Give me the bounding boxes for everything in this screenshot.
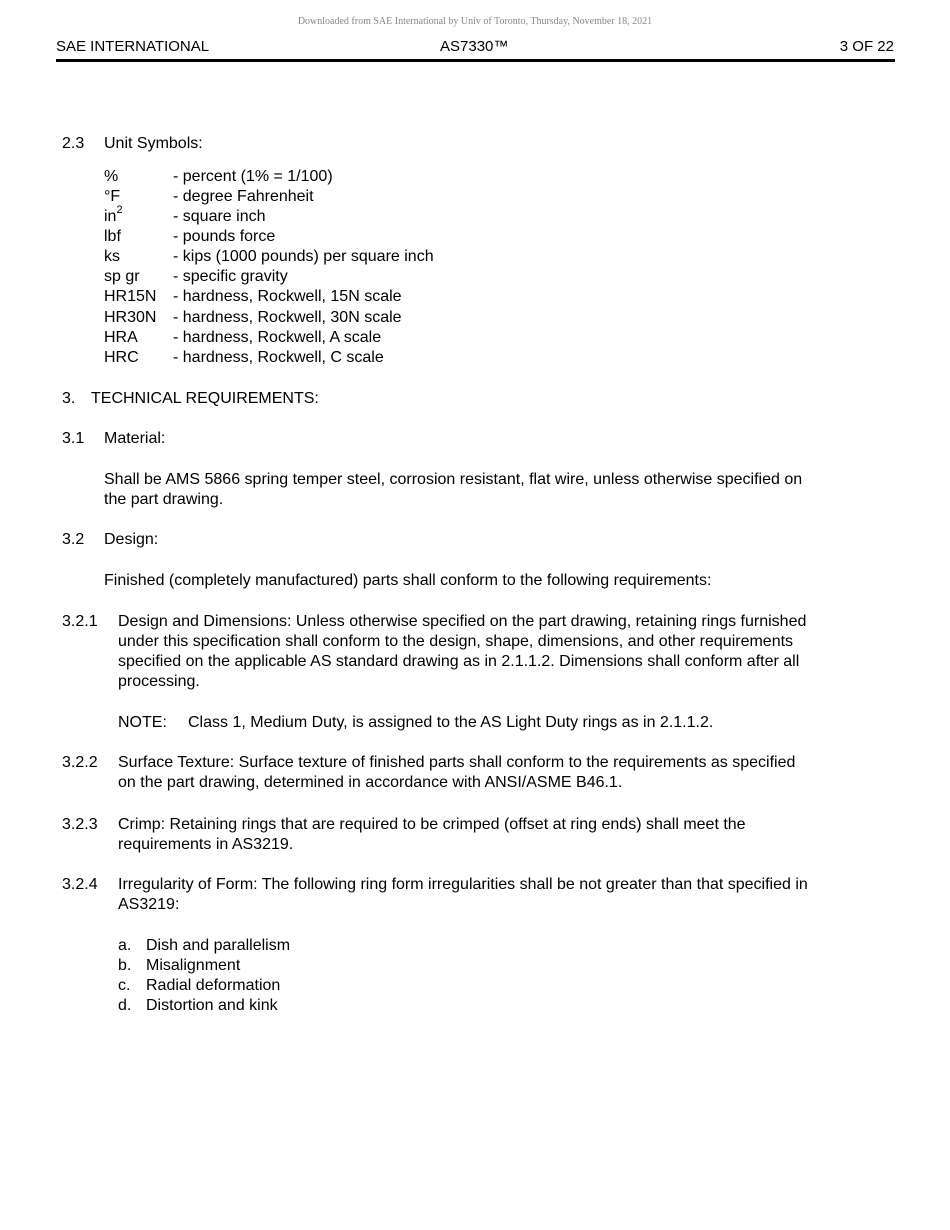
unit-definition: - pounds force <box>173 228 276 245</box>
unit-definition: - hardness, Rockwell, 15N scale <box>173 288 402 305</box>
unit-definition: - hardness, Rockwell, A scale <box>173 329 382 346</box>
list-item-letter: c. <box>118 977 131 994</box>
section-3-2-3-text-line: Crimp: Retaining rings that are required to be crimped (offset at ring ends) shall meet the <box>118 816 746 833</box>
unit-definition: - hardness, Rockwell, C scale <box>173 349 384 366</box>
unit-definition: - degree Fahrenheit <box>173 188 314 205</box>
list-item-letter: b. <box>118 957 132 974</box>
list-item: Distortion and kink <box>146 997 278 1014</box>
section-3-2-number: 3.2 <box>62 531 85 548</box>
note-text: Class 1, Medium Duty, is assigned to the AS Light Duty rings as in 2.1.1.2. <box>188 714 714 731</box>
list-item: Dish and parallelism <box>146 937 291 954</box>
list-item-letter: a. <box>118 937 132 954</box>
section-3-2-1-text-line: Design and Dimensions: Unless otherwise specified on the part drawing, retaining rings furnished <box>118 613 807 630</box>
section-2-3-title: Unit Symbols: <box>104 135 203 152</box>
unit-symbol: HR30N <box>104 309 157 326</box>
unit-symbol: sp gr <box>104 268 140 285</box>
unit-definition: - hardness, Rockwell, 30N scale <box>173 309 402 326</box>
section-3-2-4-text-line: Irregularity of Form: The following ring form irregularities shall be not greater than that specified in <box>118 876 808 893</box>
unit-symbol <box>104 203 123 227</box>
section-3-2-4-text-line: AS3219: <box>118 896 180 913</box>
section-3-1-number: 3.1 <box>62 430 85 447</box>
list-item-letter: d. <box>118 997 132 1014</box>
section-3-2-2-number: 3.2.2 <box>62 754 98 771</box>
unit-symbol: ks <box>104 248 120 265</box>
unit-symbol: lbf <box>104 228 121 245</box>
section-3-1-text-line: Shall be AMS 5866 spring temper steel, corrosion resistant, flat wire, unless otherwise specified on <box>104 471 803 488</box>
section-3-2-4-number: 3.2.4 <box>62 876 98 893</box>
section-3-2-1-text-line: processing. <box>118 673 200 690</box>
unit-symbol-exponent: 2 <box>116 203 123 216</box>
section-3-2-1-number: 3.2.1 <box>62 613 98 630</box>
section-3-2-3-number: 3.2.3 <box>62 816 98 833</box>
section-3-2-2-text-line: on the part drawing, determined in accordance with ANSI/ASME B46.1. <box>118 774 623 791</box>
section-3-2-text: Finished (completely manufactured) parts shall conform to the following requirements: <box>104 572 712 589</box>
download-watermark: Downloaded from SAE International by Univ of Toronto, Thursday, November 18, 2021 <box>297 16 653 27</box>
section-3-2-1-text-line: specified on the applicable AS standard drawing as in 2.1.1.2. Dimensions shall conform after all <box>118 653 800 670</box>
header-rule <box>56 59 895 62</box>
section-3-2-2-text-line: Surface Texture: Surface texture of finished parts shall conform to the requirements as specified <box>118 754 796 771</box>
section-3-2-1-text-line: under this specification shall conform to the design, shape, dimensions, and other requirements <box>118 633 794 650</box>
section-3-2-title: Design: <box>104 531 159 548</box>
unit-definition: - square inch <box>173 208 266 225</box>
unit-definition: - percent (1% = 1/100) <box>173 168 333 185</box>
unit-symbol: °F <box>104 188 121 205</box>
section-3-1-title: Material: <box>104 430 166 447</box>
section-3-title: TECHNICAL REQUIREMENTS: <box>91 390 319 407</box>
unit-symbol: HRA <box>104 329 138 346</box>
unit-symbol: HRC <box>104 349 139 366</box>
unit-symbol: HR15N <box>104 288 157 305</box>
list-item: Radial deformation <box>146 977 281 994</box>
note-label: NOTE: <box>118 714 167 731</box>
section-3-2-3-text-line: requirements in AS3219. <box>118 836 294 853</box>
header-document-number: AS7330™ <box>440 38 509 55</box>
header-page-number: 3 OF 22 <box>839 38 894 55</box>
section-3-1-text-line: the part drawing. <box>104 491 224 508</box>
unit-symbol: % <box>104 168 119 185</box>
list-item: Misalignment <box>146 957 241 974</box>
section-2-3-number: 2.3 <box>62 135 85 152</box>
unit-definition: - kips (1000 pounds) per square inch <box>173 248 434 265</box>
unit-definition: - specific gravity <box>173 268 288 285</box>
unit-symbol-base: in <box>104 208 117 225</box>
header-organization: SAE INTERNATIONAL <box>56 38 210 55</box>
section-3-number: 3. <box>62 390 76 407</box>
